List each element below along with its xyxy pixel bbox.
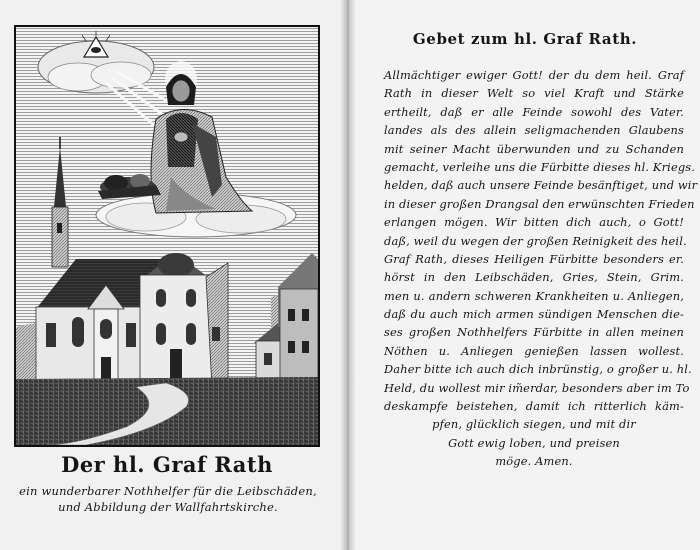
prayer-line: daß, weil du wegen der großen Reinigkeit des heil. [384, 233, 687, 248]
prayer-line: möge. Amen. [495, 454, 573, 469]
caption-line-1: ein wunderbarer Nothhelfer für die Leibschäden, [19, 484, 317, 498]
prayer-line: mit seiner Macht überwunden und zu Schanden [384, 141, 684, 156]
prayer-line: daß du auch mich armen sündigen Menschen die- [384, 307, 684, 322]
caption-line-2: und Abbildung der Wallfahrtskirche. [58, 500, 278, 514]
prayer-line: Rath in dieser Welt so viel Kraft und Stärke [384, 86, 684, 101]
church-building [36, 253, 228, 387]
prayer-line: landes als des allein seligmachenden Glaubens [384, 123, 684, 138]
prayer-line: Nöthen u. Anliegen genießen lassen wollest. [384, 343, 684, 358]
prayer-line: Held, du wollest mir im̃erdar, besonders aber im To [384, 380, 690, 395]
prayer-line: Allmächtiger ewiger Gott! der du dem heil. Graf [384, 68, 684, 82]
prayer-line: in dieser großen Drangsal den erwünschten Frieden [384, 196, 695, 211]
prayer-line: Graf Rath, dieses Heiligen Fürbitte besonders er. [384, 251, 684, 266]
prayer-text [384, 66, 698, 471]
prayer-line: deskampfe beistehen, damit ich ritterlich käm- [384, 399, 684, 414]
prayer-line: hörst in den Leibschäden, Gries, Stein, Grim. [384, 270, 684, 285]
prayer-line: gemacht, verleihe uns die Fürbitte dieses hl. Kriegs. [384, 159, 696, 174]
prayer-line: ses großen Nothhelfers Fürbitte in allen meinen [384, 325, 684, 340]
book-gutter [340, 0, 356, 550]
caption-title: Der hl. Graf Rath [61, 452, 273, 477]
prayer-line: Daher bitte ich auch dich inbrünstig, o großer u. hl. [384, 362, 692, 377]
prayer-line: men u. andern schweren Krankheiten u. Anliegen, [384, 288, 684, 303]
engraving-drawing [16, 27, 318, 445]
prayer-line: pfen, glücklich siegen, und mit dir [432, 417, 636, 432]
prayer-line: Gott ewig loben, und preisen [448, 435, 620, 450]
prayer-heading: Gebet zum hl. Graf Rath. [412, 30, 638, 48]
engraving-illustration [14, 25, 320, 447]
prayer-line: erlangen mögen. Wir bitten dich auch, o Gott! [384, 215, 684, 230]
prayer-line: ertheilt, daß er alle Feinde sowohl des Vater. [384, 104, 684, 119]
prayer-line: helden, daß auch unsere Feinde besänftiget, und wir [384, 178, 698, 193]
